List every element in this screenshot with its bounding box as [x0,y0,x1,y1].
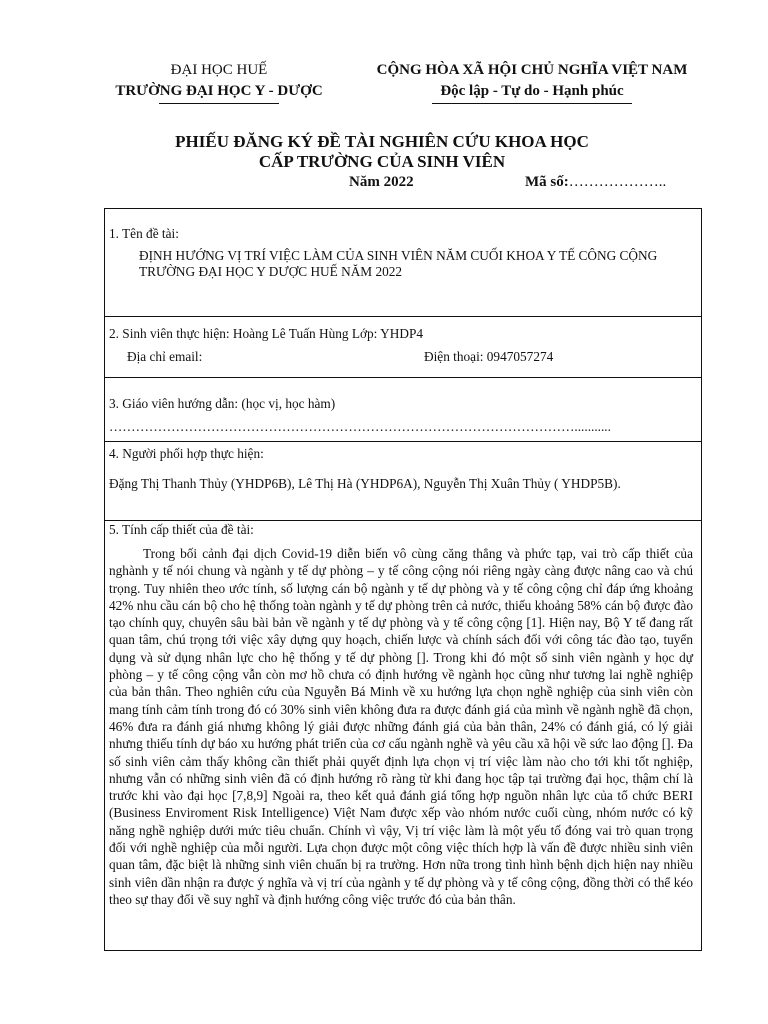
section-rationale-label: 5. Tính cấp thiết của đề tài: [109,522,254,537]
section-collaborators-value: Đặng Thị Thanh Thủy (YHDP6B), Lê Thị Hà (YHDP6A), Nguyễn Thị Xuân Thủy ( YHDP5B). [109,476,621,491]
country-name: CỘNG HÒA XÃ HỘI CHỦ NGHĨA VIỆT NAM [376,62,688,78]
title-line-2: CẤP TRƯỜNG CỦA SINH VIÊN [258,152,506,171]
section-supervisor-label: 3. Giáo viên hướng dẫn: (học vị, học hàm) [109,396,336,411]
form-year: Năm 2022 [349,174,414,190]
section-rationale-text: Trong bối cảnh đại dịch Covid-19 diễn biến vô cùng căng thẳng và phức tạp, vai trò cấp thiết của nghành y tế nói chung và ngành y tế dự phòng – y tế công cộng nói riêng ngày càng được nâng cao và chú trọng. Tuy nhiên theo ước tính, số lượng cán bộ ngành y tế dự phòng và y tế công cộng chỉ đáp ứng khoảng 42% nhu cầu cán bộ cho hệ thống toàn ngành y tế dự phòng trên cả nước, thiếu khoảng 58% cán bộ được đào tạo chính quy, chuyên sâu bài bản về ngành y tế dự phòng và y tế công cộng [1]. Hiện nay, Bộ Y tế đang rất quan tâm, chú trọng tới việc xây dựng quy hoạch, chiến lược và chính sách đối với công tác đào tạo, tuyển dụng và sử dụng nhân lực cho hệ thống y tế dự phòng []. Trong khi đó một số sinh viên ngành y học dự phòng – y tế công cộng vẫn còn mơ hồ chưa có định hướng về ngành học cũng như tương lai nghề nghiệp của bản thân. Theo nghiên cứu của Nguyễn Bá Minh về xu hướng lựa chọn nghề nghiệp của sinh viên còn mang tính cảm tính trong đó có 30% sinh viên không đưa ra được đánh giá của mình về ngành nghề đã chọn, 46% đưa ra đánh giá nhưng không lý giải được những đánh giá của bản thân, 24% có đánh giá, có lý giải nhưng thiếu tính dự báo xu hướng phát triển của cơ cấu ngành nghề và yêu cầu xã hội về sức lao động []. Đa số sinh viên cảm thấy không cần thiết phải quyết định lựa chọn vị trí việc làm nào cho tới khi tốt nghiệp, nhưng vẫn có những sinh viên đã có định hướng rõ ràng từ khi đang học tập tại trường đại học, thậm chí là trước khi vào đại học [7,8,9] Ngoài ra, theo kết quả đánh giá tổng hợp nguồn nhân lực của tổ chức BERI (Business Enviroment Risk Intelligence) Việt Nam được xếp vào nhóm nước cuối cùng, nhóm nước có kỹ năng nghề nghiệp dưới mức tiêu chuẩn. Chính vì vậy, Vị trí việc làm là một yếu tố đóng vai trò quan trọng đối với nghề nghiệp của mỗi người. Lựa chọn được một công việc thích hợp là vấn đề được nhiều sinh viên quan tâm, đặc biệt là những sinh viên chuẩn bị ra trường. Hơn nữa trong tình hình bệnh dịch hiện nay nhiều sinh viên dần nhận ra được ý nghĩa và vị trí của ngành y tế dự phòng và y tế công cộng, đồng thời có thể kéo theo sự thay đổi về suy nghĩ và định hướng công việc trước đó của bản thân. [109,546,693,907]
section-students [104,316,702,377]
header-underline [159,103,279,104]
section-rationale [104,520,702,951]
section-topic [104,208,702,316]
section-supervisor [104,377,702,441]
motto-underline [432,103,632,104]
email-label: Địa chỉ email: [127,349,203,364]
section-collaborators-label: 4. Người phối hợp thực hiện: [109,446,264,461]
section-collaborators [104,441,702,520]
section-students-label: 2. Sinh viên thực hiện: Hoàng Lê Tuấn Hùng Lớp: YHDP4 [109,326,424,341]
national-motto: Độc lập - Tự do - Hạnh phúc [440,83,624,99]
issuer-header [100,60,338,104]
code-label: Mã số: [525,174,569,190]
contact-row [109,349,693,365]
phone-number: Điện thoại: 0947057274 [424,349,554,364]
form-code [525,174,666,191]
section-topic-label: 1. Tên đề tài: [109,226,179,241]
university-name: ĐẠI HỌC HUẾ [170,62,268,78]
form-title [90,132,674,172]
title-line-1: PHIẾU ĐĂNG KÝ ĐỀ TÀI NGHIÊN CỨU KHOA HỌC [175,132,589,151]
code-value: ……………….. [568,174,667,190]
section-topic-value: ĐỊNH HƯỚNG VỊ TRÍ VIỆC LÀM CỦA SINH VIÊN NĂM CUỐI KHOA Y TẾ CÔNG CỘNG TRƯỜNG ĐẠI HỌC Y DƯỢC HUẾ NĂM 2022 [139,248,658,279]
supervisor-blank-line: ……………………………………………………………………………………………........... [109,419,611,434]
school-name: TRƯỜNG ĐẠI HỌC Y - DƯỢC [115,83,323,99]
national-header [350,60,714,104]
